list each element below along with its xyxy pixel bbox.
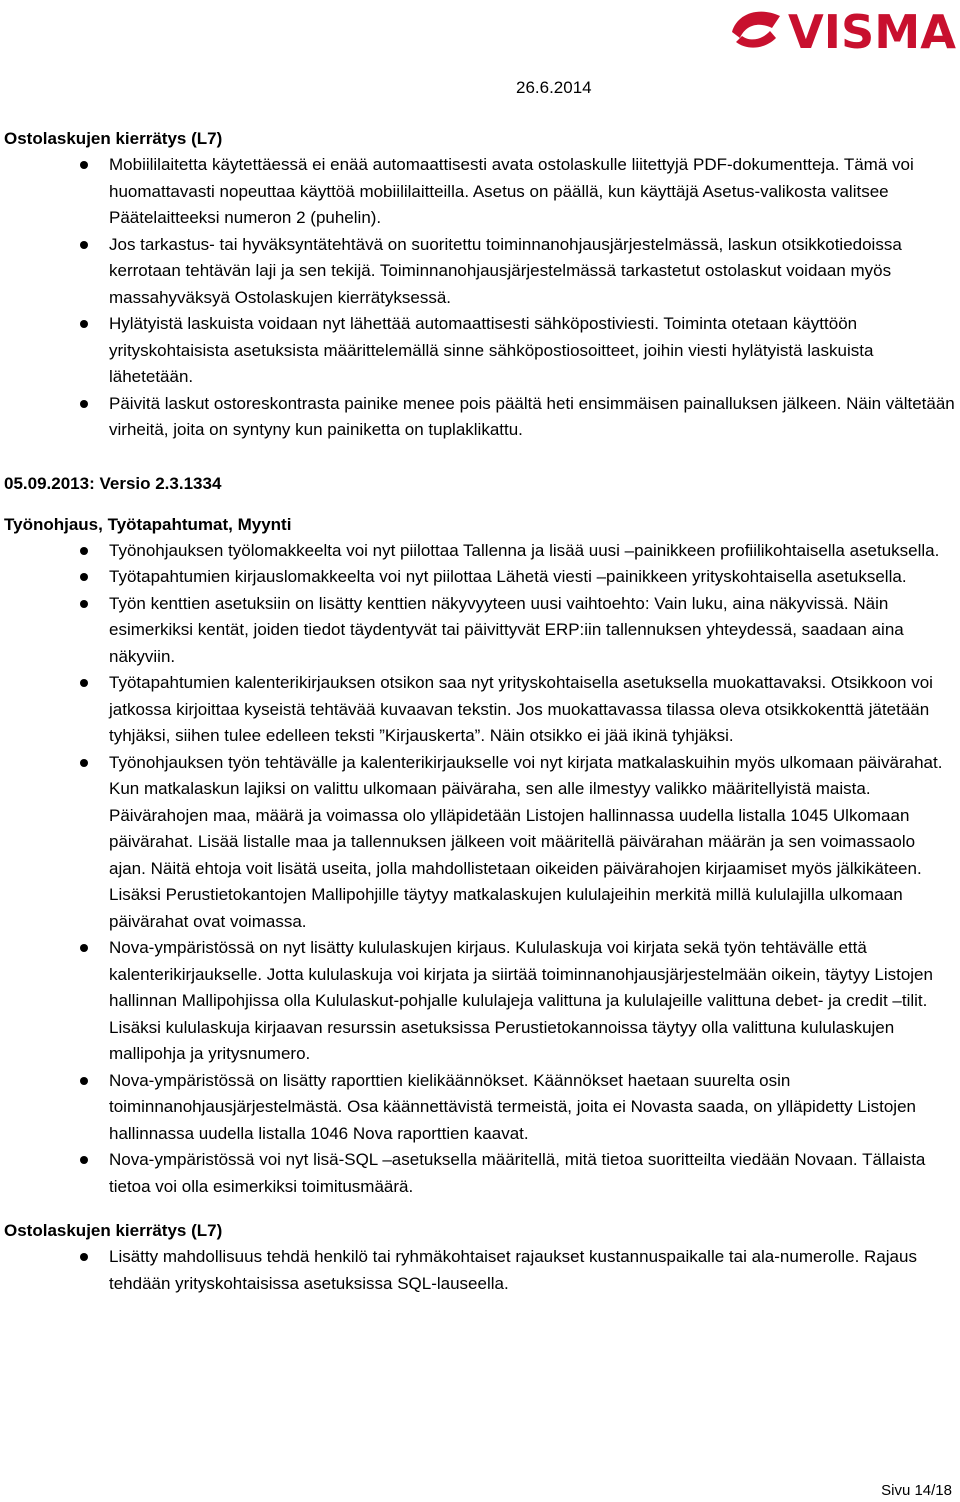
list-item [109, 1147, 956, 1200]
list-item [109, 152, 956, 232]
bullet-icon [80, 759, 88, 767]
list-item [109, 564, 956, 591]
list-item [109, 670, 956, 750]
visma-logo-mark [732, 12, 780, 48]
section-title: Ostolaskujen kierrätys (L7) [4, 1221, 223, 1240]
list-item [109, 232, 956, 312]
bullet-list [4, 538, 956, 1201]
document-body [4, 126, 956, 1297]
list-item-text: Nova-ympäristössä voi nyt lisä-SQL –asetuksella määritellä, mitä tietoa suoritteilta viedään Novaan. Tällaista tietoa voi olla esimerkiksi toimitusmäärä. [109, 1150, 926, 1196]
list-item-text: Työn kenttien asetuksiin on lisätty kenttien näkyvyyteen uusi vaihtoehto: Vain luku, aina näkyvissä. Näin esimerkiksi kentät, joiden tiedot täydentyvät tai päivittyvät ERP:iin tallennuksen yhteydessä, saadaan aina näkyviin. [109, 593, 904, 666]
list-item-text: Työtapahtumien kalenterikirjauksen otsikon saa nyt yrityskohtaisella asetuksella muokattavaksi. Otsikkoon voi jatkossa kirjoittaa kyseistä tehtävää kuvaavan tekstin. Jos muokattavassa tilassa oleva otsikkokenttä jätetään tyhjäksi, siihen tulee edelleen teksti ”Kirjauskerta”. Näin otsikko ei jää ikinä tyhjäksi. [109, 673, 933, 745]
list-item-text: Lisätty mahdollisuus tehdä henkilö tai ryhmäkohtaiset rajaukset kustannuspaikalle tai ala-numerolle. Rajaus tehdään yrityskohtaisissa asetuksissa SQL-lauseella. [109, 1247, 917, 1293]
bullet-icon [80, 241, 88, 249]
list-item-text: Nova-ympäristössä on lisätty raporttien kielikäännökset. Käännökset haetaan suurelta osin toiminnanohjausjärjestelmästä. Osa käännettävistä termeistä, joita ei Novasta saada, on ylläpidetty Listojen hallinnassa uudella listalla 1046 Nova raporttien kaavat. [109, 1070, 916, 1143]
section-ostolaskujen-kierratys-2 [4, 1218, 956, 1297]
section-title: Ostolaskujen kierrätys (L7) [4, 129, 223, 148]
list-item [109, 311, 956, 391]
section-ostolaskujen-kierratys [4, 126, 956, 444]
bullet-icon [80, 600, 88, 608]
list-item-text: Työnohjauksen työn tehtävälle ja kalenterikirjaukselle voi nyt kirjata matkalaskuihin myös ulkomaan päivärahat. Kun matkalaskun lajiksi on valittu ulkomaan päiväraha, sen alle ilmestyy valikko määritellyistä maista. Päivärahojen maa, määrä ja voimassa olo ylläpidetään Listojen hallinnassa uudella listalla 1045 Ulkomaan päivärahat. Lisää listalle maa ja tallennuksen jälkeen voit määritellä päivärahan määrän ja sen voimassaolo ajan. Näitä ehtoja voit lisätä useita, jolla mahdollistetaan oikeiden päivärahojen kirjaamiset myös jälkikäteen. Lisäksi Perustietokantojen Mallipohjille täytyy matkalaskujen kululajeihin merkitä millä kululajilla ulkomaan päivärahat ovat voimassa. [109, 752, 943, 931]
page-header [0, 0, 960, 100]
bullet-list [4, 152, 956, 444]
visma-logo-text: VISMA [788, 5, 957, 54]
bullet-icon [80, 320, 88, 328]
bullet-icon [80, 573, 88, 581]
bullet-icon [80, 1077, 88, 1085]
bullet-list [4, 1244, 956, 1297]
list-item [109, 591, 956, 671]
list-item-text: Jos tarkastus- tai hyväksyntätehtävä on suoritettu toiminnanohjausjärjestelmässä, laskun otsikkotiedoissa kerrotaan tehtävän laji ja sen tekijä. Toiminnanohjausjärjestelmässä tarkastetut ostolaskut voidaan myös massahyväksyä Ostolaskujen kierrätyksessä. [109, 234, 902, 307]
list-item-text: Päivitä laskut ostoreskontrasta painike menee pois päältä heti ensimmäisen painalluksen jälkeen. Näin vältetään virheitä, joita on syntyny kun painiketta on tuplaklikattu. [109, 393, 955, 439]
bullet-icon [80, 161, 88, 169]
list-item [109, 391, 956, 444]
list-item-text: Hylätyistä laskuista voidaan nyt lähettää automaattisesti sähköpostiviesti. Toiminta otetaan käyttöön yrityskohtaisista asetuksista määrittelemällä sinne sähköpostiosoitteet, joihin viesti hylätyistä laskuista lähetetään. [109, 314, 874, 386]
bullet-icon [80, 1156, 88, 1164]
list-item-text: Työnohjauksen työlomakkeelta voi nyt piilottaa Tallenna ja lisää uusi –painikkeen profiilikohtaisella asetuksella. [109, 540, 940, 560]
list-item-text: Työtapahtumien kirjauslomakkeelta voi nyt piilottaa Lähetä viesti –painikkeen yrityskohtaisella asetuksella. [109, 567, 907, 586]
list-item [109, 1244, 956, 1297]
visma-logo [730, 4, 958, 54]
bullet-icon [80, 1253, 88, 1261]
bullet-icon [80, 400, 88, 408]
list-item-text: Nova-ympäristössä on nyt lisätty kululaskujen kirjaus. Kululaskuja voi kirjata sekä työn tehtävälle että kalenterikirjaukselle. Jotta kululaskuja voi kirjata ja siirtää toiminnanohjausjärjestelmään oikein, täytyy Listojen hallinnan Mallipohjissa olla Kululaskut-pohjalle kululajeja valittuna ja kululajeille valittuna debet- ja credit –tilit. Lisäksi kululaskuja kirjaavan resurssin asetuksissa Perustietokannoissa täytyy olla valittuna kululaskujen mallipohja ja yritysnumero. [109, 938, 933, 1063]
list-item [109, 1068, 956, 1148]
version-title: 05.09.2013: Versio 2.3.1334 [4, 473, 222, 493]
list-item-text: Mobiililaitetta käytettäessä ei enää automaattisesti avata ostolaskulle liitettyjä PDF-dokumentteja. Tämä voi huomattavasti nopeuttaa käyttöä mobiililaitteilla. Asetus on päällä, kun käyttäjä Asetus-valikosta valitsee Päätelaitteeksi numeron 2 (puhelin). [109, 155, 914, 227]
page-number: Sivu 14/18 [881, 1482, 952, 1499]
header-date: 26.6.2014 [516, 78, 592, 97]
header-title: Visma Liikkuvan työn ratkaisut [2, 3, 311, 29]
section-title: Työnohjaus, Työtapahtumat, Myynti [4, 514, 292, 534]
list-item [109, 935, 956, 1068]
list-item [109, 750, 956, 936]
bullet-icon [80, 679, 88, 687]
list-item [109, 538, 956, 565]
section-tyonohjaus [4, 512, 956, 1201]
bullet-icon [80, 547, 88, 555]
bullet-icon [80, 944, 88, 952]
